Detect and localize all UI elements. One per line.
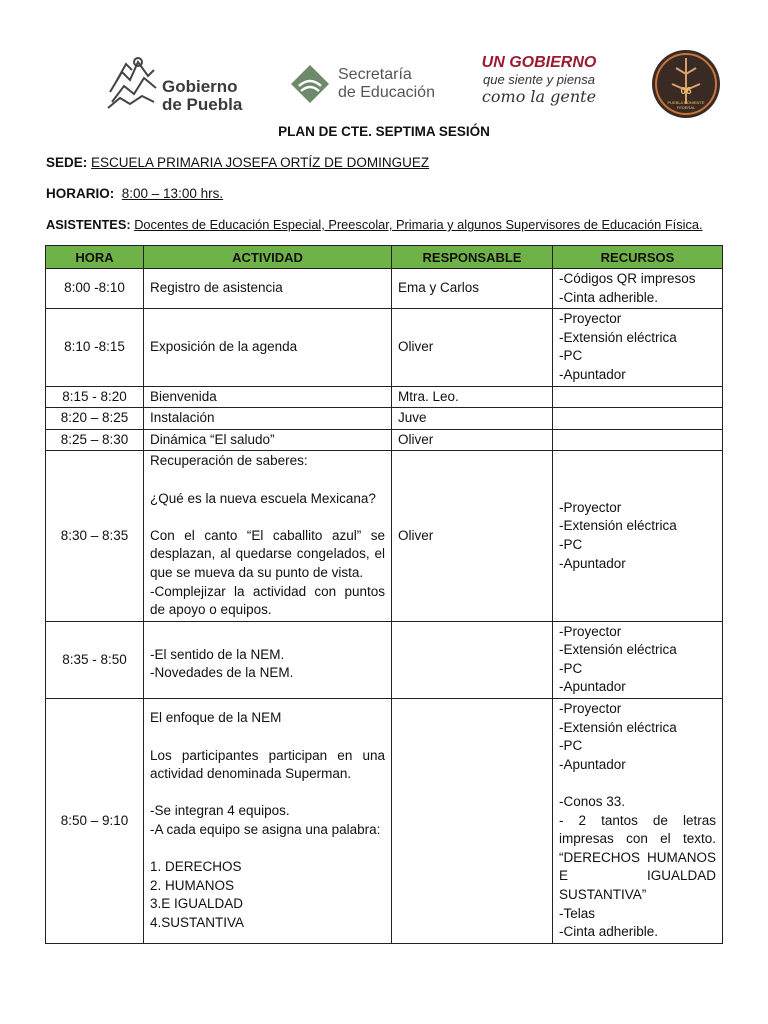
cell-hora: 8:25 – 8:30: [46, 429, 144, 451]
cell-hora: 8:35 - 8:50: [46, 621, 144, 698]
actividad-line: Con el canto “El caballito azul” se desplazan, al quedarse congelados, el que se mueva da su punto de vista.: [150, 527, 385, 580]
sep-logo-text: [338, 66, 435, 102]
actividad-line: Los participantes participan en una actividad denominada Superman.: [150, 747, 385, 782]
recurso-line: -Proyector: [559, 701, 622, 717]
recurso-line: -Cinta adherible.: [559, 289, 659, 305]
cell-actividad: [144, 309, 392, 386]
sede-label: SEDE:: [46, 155, 88, 170]
actividad-line: Instalación: [150, 410, 215, 426]
actividad-line: [150, 471, 385, 490]
actividad-line: 3.E IGUALDAD: [150, 896, 244, 912]
cell-responsable: Mtra. Leo.: [392, 386, 553, 408]
actividad-line: Recuperación de saberes:: [150, 453, 308, 469]
cell-hora: 8:10 -8:15: [46, 309, 144, 386]
actividad-line: Exposición de la agenda: [150, 339, 298, 355]
table-row: [46, 429, 723, 451]
recurso-line: -Proyector: [559, 623, 622, 639]
recurso-line: - 2 tantos de letras impresas con el texto. “DERECHOS HUMANOS E IGUALDAD SUSTANTIVA”: [559, 812, 716, 902]
cell-responsable: [392, 621, 553, 698]
puebla-logo-text: [162, 78, 242, 114]
recurso-line: -Proyector: [559, 499, 622, 515]
actividad-line: 1. DERECHOS: [150, 859, 242, 875]
cell-hora: 8:50 – 9:10: [46, 699, 144, 944]
table-row: [46, 621, 723, 698]
header-hora: HORA: [46, 246, 144, 269]
recurso-line: -PC: [559, 660, 583, 676]
recurso-line: -Apuntador: [559, 756, 626, 772]
actividad-line: [150, 784, 385, 803]
header-logos: [0, 44, 768, 124]
gobierno-slogan-line3: como la gente: [481, 87, 597, 106]
cell-recursos: [553, 269, 723, 309]
asistentes-value: Docentes de Educación Especial, Preescolar, Primaria y algunos Supervisores de Educación Física.: [134, 217, 703, 232]
cell-hora: 8:00 -8:10: [46, 269, 144, 309]
table-header-row: [46, 246, 723, 269]
sede-line: [46, 155, 429, 170]
cell-recursos: [553, 621, 723, 698]
actividad-line: [150, 840, 385, 859]
actividad-line: El enfoque de la NEM: [150, 710, 282, 726]
table-row: [46, 408, 723, 430]
sep-text-line2: de Educación: [338, 84, 435, 101]
asistentes-line: [46, 217, 703, 232]
cell-actividad: [144, 429, 392, 451]
recurso-line: -Extensión eléctrica: [559, 518, 677, 534]
cell-responsable: Juve: [392, 408, 553, 430]
svg-text:PUEBLA PONIENTE: PUEBLA PONIENTE: [667, 100, 705, 105]
recurso-line: -Apuntador: [559, 366, 626, 382]
recurso-line: -PC: [559, 537, 583, 553]
zona-escolar-seal-icon: [650, 44, 722, 120]
gobierno-slogan-line1: UN GOBIERNO: [481, 54, 597, 71]
cell-actividad: [144, 386, 392, 408]
gobierno-puebla-logo: [104, 50, 254, 114]
recurso-line: -Extensión eléctrica: [559, 642, 677, 658]
plan-table: [45, 245, 723, 944]
cell-hora: 8:20 – 8:25: [46, 408, 144, 430]
recurso-line: -Apuntador: [559, 679, 626, 695]
header-actividad: ACTIVIDAD: [144, 246, 392, 269]
cell-recursos: [553, 451, 723, 621]
table-row: [46, 386, 723, 408]
puebla-text-line1: Gobierno: [162, 77, 238, 96]
actividad-line: -Novedades de la NEM.: [150, 665, 294, 681]
actividad-line: -Se integran 4 equipos.: [150, 803, 290, 819]
cell-responsable: [392, 699, 553, 944]
recurso-line: -PC: [559, 348, 583, 364]
cell-actividad: [144, 699, 392, 944]
header-responsable: RESPONSABLE: [392, 246, 553, 269]
recurso-line: -Apuntador: [559, 555, 626, 571]
sep-text-line1: Secretaría: [338, 66, 412, 83]
recurso-line: -Cinta adherible.: [559, 924, 659, 940]
cell-recursos: [553, 429, 723, 451]
actividad-line: 2. HUMANOS: [150, 877, 235, 893]
horario-line: [46, 186, 223, 201]
cell-responsable: Ema y Carlos: [392, 269, 553, 309]
recurso-line: [559, 774, 716, 793]
recurso-line: -Conos 33.: [559, 794, 626, 810]
actividad-line: [150, 728, 385, 747]
puebla-emblem-icon: [104, 52, 160, 112]
table-row: [46, 451, 723, 621]
horario-value: 8:00 – 13:00 hrs.: [121, 186, 224, 201]
svg-text:FEDERAL: FEDERAL: [676, 105, 696, 110]
gobierno-slogan-line2: que siente y piensa: [482, 72, 596, 87]
un-gobierno-logo: [474, 54, 604, 114]
cell-responsable: Oliver: [392, 451, 553, 621]
recurso-line: -Proyector: [559, 311, 622, 327]
table-row: [46, 309, 723, 386]
actividad-line: -Complejizar la actividad con puntos de apoyo o equipos.: [150, 583, 385, 618]
header-recursos: RECURSOS: [553, 246, 723, 269]
actividad-line: ¿Qué es la nueva escuela Mexicana?: [150, 490, 376, 506]
actividad-line: 4.SUSTANTIVA: [150, 914, 245, 930]
svg-text:06: 06: [680, 86, 692, 97]
table-row: [46, 699, 723, 944]
cell-actividad: [144, 621, 392, 698]
cell-actividad: [144, 408, 392, 430]
cell-hora: 8:30 – 8:35: [46, 451, 144, 621]
plan-table-body: [46, 269, 723, 944]
recurso-line: -Extensión eléctrica: [559, 329, 677, 345]
cell-recursos: [553, 386, 723, 408]
actividad-line: -El sentido de la NEM.: [150, 646, 285, 662]
actividad-line: Dinámica “El saludo”: [150, 431, 275, 447]
recurso-line: -Códigos QR impresos: [559, 271, 696, 286]
recurso-line: -Extensión eléctrica: [559, 719, 677, 735]
cell-hora: 8:15 - 8:20: [46, 386, 144, 408]
puebla-text-line2: de Puebla: [162, 95, 243, 114]
actividad-line: Bienvenida: [150, 388, 217, 404]
recurso-line: -Telas: [559, 905, 596, 921]
cell-responsable: Oliver: [392, 429, 553, 451]
secretaria-educacion-logo: [290, 62, 450, 112]
sede-value: ESCUELA PRIMARIA JOSEFA ORTÍZ DE DOMINGUEZ: [91, 155, 430, 170]
asistentes-label: ASISTENTES:: [46, 217, 131, 232]
actividad-line: -A cada equipo se asigna una palabra:: [150, 821, 381, 837]
cell-actividad: [144, 269, 392, 309]
table-row: [46, 269, 723, 309]
cell-actividad: [144, 451, 392, 621]
cell-recursos: [553, 408, 723, 430]
actividad-line: Registro de asistencia: [150, 280, 283, 296]
document-title: PLAN DE CTE. SEPTIMA SESIÓN: [278, 124, 490, 139]
recurso-line: -PC: [559, 738, 583, 754]
cell-recursos: [553, 699, 723, 944]
actividad-line: [150, 508, 385, 527]
horario-label: HORARIO:: [46, 186, 115, 201]
sep-diamond-icon: [290, 64, 330, 104]
cell-responsable: Oliver: [392, 309, 553, 386]
cell-recursos: [553, 309, 723, 386]
